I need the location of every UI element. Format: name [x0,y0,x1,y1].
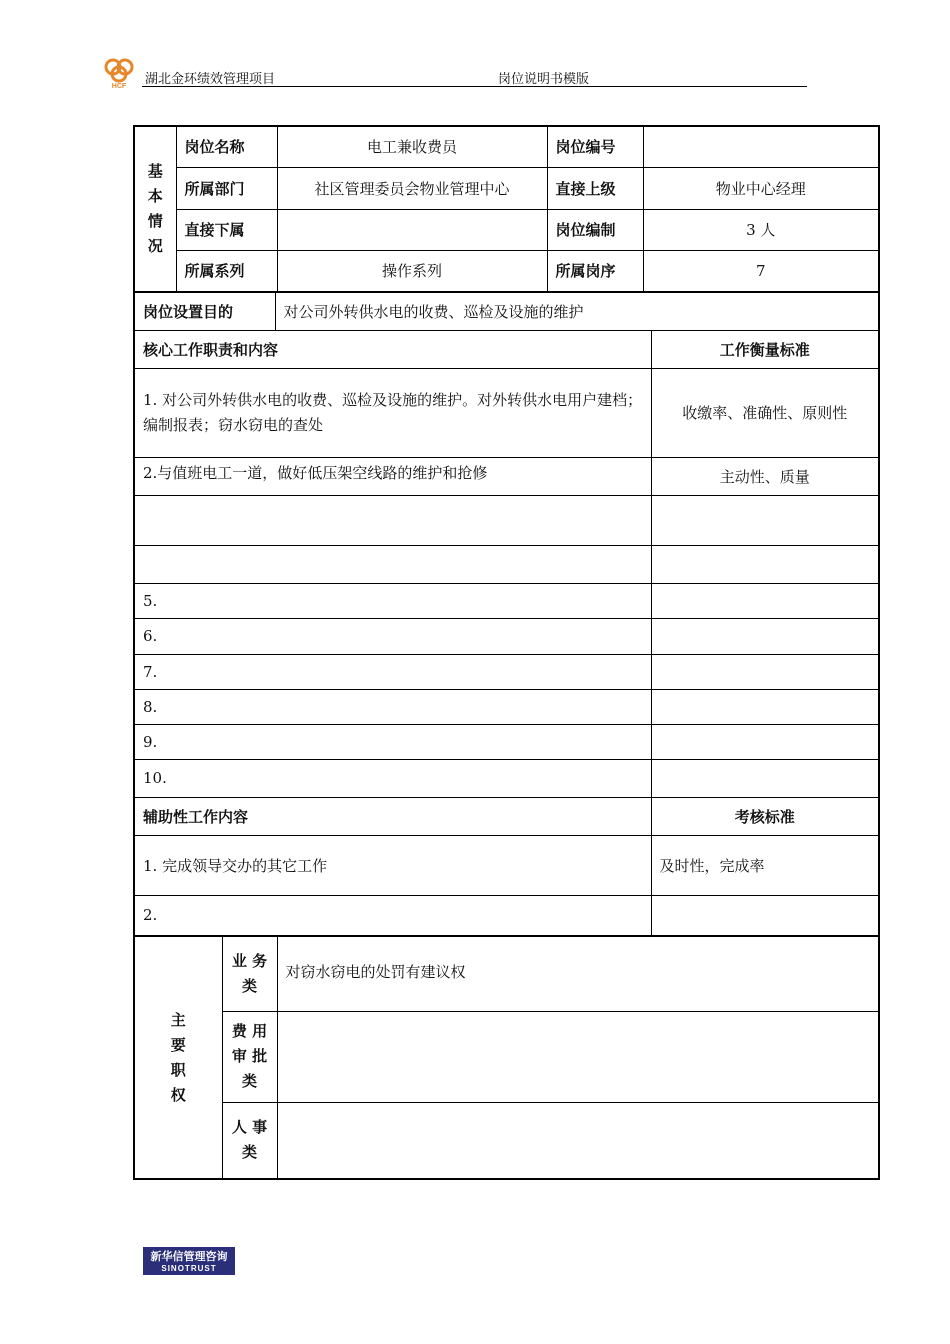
field-label: 直接上级 [547,167,643,209]
purpose-row [134,292,879,330]
authority-row [134,936,879,1011]
basic-row [134,126,879,167]
table-row [134,724,879,759]
table-row [134,583,879,618]
purpose-value: 对公司外转供水电的收费、巡检及设施的维护 [275,292,879,330]
core-standard-header: 工作衡量标准 [651,330,879,368]
job-code-value [643,126,879,167]
field-label: 直接下属 [176,209,277,250]
header-project-name: 湖北金环绩效管理项目 [145,72,276,87]
field-label: 所属部门 [176,167,277,209]
series-value: 操作系列 [277,250,547,292]
core-duty-text: 6. [134,618,651,654]
core-duty-text: 2.与值班电工一道，做好低压架空线路的维护和抢修 [134,457,651,495]
job-title-value: 电工兼收费员 [277,126,547,167]
basic-row [134,167,879,209]
aux-standard-header: 考核标准 [651,797,879,835]
table-row [134,759,879,797]
expense-authority-value [277,1011,879,1102]
supervisor-value: 物业中心经理 [643,167,879,209]
logo-text: HCF [111,83,127,90]
business-authority-value: 对窃水窃电的处罚有建议权 [277,936,879,1011]
field-label: 所属系列 [176,250,277,292]
core-duty-text [134,545,651,583]
field-label: 岗位编制 [547,209,643,250]
table-row [134,654,879,689]
job-description-sheet [133,125,880,1180]
core-duty-text: 5. [134,583,651,618]
core-duty-standard: 收缴率、准确性、原则性 [651,368,879,457]
table-row [134,895,879,936]
core-duty-standard [651,545,879,583]
core-duty-text: 10. [134,759,651,797]
field-label: 岗位编号 [547,126,643,167]
page-header [100,55,808,90]
authority-row [134,1011,879,1102]
aux-duties-header: 辅助性工作内容 [134,797,651,835]
table-row [134,835,879,895]
core-duty-standard [651,654,879,689]
header-doc-title: 岗位说明书模版 [498,72,590,87]
core-duty-text: 7. [134,654,651,689]
table-row [134,368,879,457]
aux-duty-standard: 及时性，完成率 [651,835,879,895]
aux-header-row [134,797,879,835]
core-duty-standard [651,759,879,797]
table-row [134,495,879,545]
aux-duty-text: 2. [134,895,651,936]
headcount-value: 3 人 [643,209,879,250]
core-duty-standard [651,495,879,545]
aux-duty-standard [651,895,879,936]
core-duty-standard [651,618,879,654]
basic-row [134,209,879,250]
footer-logo-cn: 新华信管理咨询 [150,1250,228,1263]
department-value: 社区管理委员会物业管理中心 [277,167,547,209]
sinotrust-logo [143,1247,235,1275]
field-label: 所属岗序 [547,250,643,292]
authority-category-label: 人 事 类 [222,1102,277,1179]
authority-row [134,1102,879,1179]
hcf-logo [100,55,140,91]
authority-section-label: 主 要 职 权 [134,936,222,1179]
header-divider [142,86,807,87]
core-duty-text [134,495,651,545]
field-label: 岗位名称 [176,126,277,167]
core-duty-standard [651,689,879,724]
basic-row [134,250,879,292]
core-duty-text: 1. 对公司外转供水电的收费、巡检及设施的维护。对外转供水电用户建档；编制报表；窃水窃电的查处 [134,368,651,457]
table-row [134,545,879,583]
core-duty-standard: 主动性、质量 [651,457,879,495]
core-duty-text: 9. [134,724,651,759]
grade-value: 7 [643,250,879,292]
core-duty-text: 8. [134,689,651,724]
purpose-label: 岗位设置目的 [134,292,275,330]
table-row [134,457,879,495]
authority-category-label: 业 务 类 [222,936,277,1011]
basic-section-label: 基 本 情 况 [134,126,176,292]
core-duties-header: 核心工作职责和内容 [134,330,651,368]
core-header-row [134,330,879,368]
subordinates-value [277,209,547,250]
duties-table [133,291,880,937]
basic-info-table [133,125,880,293]
footer-logo-en: SINOTRUST [161,1264,217,1273]
table-row [134,689,879,724]
authority-table [133,935,880,1180]
personnel-authority-value [277,1102,879,1179]
aux-duty-text: 1. 完成领导交办的其它工作 [134,835,651,895]
core-duty-standard [651,583,879,618]
authority-category-label: 费 用 审 批 类 [222,1011,277,1102]
core-duty-standard [651,724,879,759]
table-row [134,618,879,654]
